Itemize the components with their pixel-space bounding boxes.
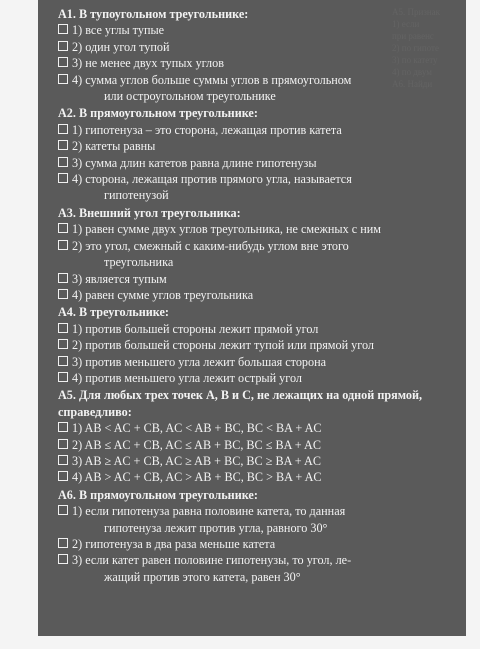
bleed-line: 2) по гипоте (392, 43, 439, 53)
answer-checkbox[interactable] (58, 422, 68, 432)
answer-text-continuation: гипотенузой (104, 188, 169, 203)
question-block (58, 105, 458, 203)
answer-option-wrapper (72, 122, 458, 138)
answer-text-continuation: жащий против этого катета, равен 30° (104, 569, 301, 584)
answer-option[interactable] (58, 354, 458, 370)
answer-text: 4) сторона, лежащая против прямого угла, называется (72, 172, 352, 187)
answer-text: 1) равен сумме двух углов треугольника, не смежных с ним (72, 222, 381, 237)
answer-text-continuation: гипотенуза лежит против угла, равного 30° (104, 520, 328, 535)
answer-option[interactable] (58, 420, 458, 436)
question-title (58, 387, 458, 420)
question-number: А2. (58, 106, 76, 121)
answer-option-wrapper (72, 138, 458, 154)
answer-option-wrapper (72, 55, 458, 71)
answer-checkbox[interactable] (58, 554, 68, 564)
question-text: В тупоугольном треугольнике: (79, 7, 249, 21)
answer-option-wrapper (72, 370, 458, 386)
answer-option-wrapper (72, 503, 458, 536)
answer-option-wrapper (72, 469, 458, 485)
answer-text: 3) сумма длин катетов равна длине гипотенузы (72, 155, 317, 170)
answer-checkbox[interactable] (58, 157, 68, 167)
answer-text: 1) все углы тупые (72, 23, 165, 38)
question-number: А1. (58, 7, 76, 21)
bleed-line: 1) если (392, 19, 420, 29)
answer-text: 3) против меньшего угла лежит большая сторона (72, 354, 327, 369)
answer-option-wrapper (72, 72, 458, 105)
answer-text: 4) AB > AC + CB, AC > AB + BC, BC > BA + AC (72, 470, 322, 485)
answer-option[interactable] (58, 287, 458, 303)
answer-option-wrapper (72, 238, 458, 271)
answer-text: 4) равен сумме углов треугольника (72, 287, 254, 302)
answer-text: 4) против меньшего угла лежит острый угол (72, 370, 302, 385)
answer-option[interactable] (58, 22, 458, 38)
answer-checkbox[interactable] (58, 57, 68, 67)
answer-checkbox[interactable] (58, 356, 68, 366)
answer-option-wrapper (72, 271, 458, 287)
question-title (58, 487, 458, 503)
answer-text: 3) является тупым (72, 271, 167, 286)
answer-option[interactable] (58, 238, 458, 271)
answer-option[interactable] (58, 321, 458, 337)
answer-text: 3) AB ≥ AC + CB, AC ≥ AB + BC, BC ≥ BA + AC (72, 453, 321, 468)
answer-text: 3) если катет равен половине гипотенузы, то угол, ле- (72, 553, 352, 568)
answer-option[interactable] (58, 271, 458, 287)
answer-text: 3) не менее двух тупых углов (72, 56, 224, 71)
answer-option-wrapper (72, 552, 458, 585)
answer-text: 1) гипотенуза – это сторона, лежащая против катета (72, 122, 342, 137)
answer-option[interactable] (58, 55, 458, 71)
answer-checkbox[interactable] (58, 455, 68, 465)
bleed-line: 4) по двум (392, 67, 432, 77)
answer-option-wrapper (72, 420, 458, 436)
question-title (58, 105, 458, 121)
answer-option-wrapper (72, 155, 458, 171)
answer-checkbox[interactable] (58, 140, 68, 150)
bleed-line: А5. Признак (392, 7, 441, 17)
answer-option[interactable] (58, 72, 458, 105)
question-block (58, 304, 458, 386)
bleed-line: А6. Найди (392, 79, 433, 89)
question-text: Для любых трех точек A, B и C, не лежащих на одной прямой, справедливо: (58, 388, 423, 419)
answer-checkbox[interactable] (58, 240, 68, 250)
answer-option-wrapper (72, 171, 458, 204)
answer-option[interactable] (58, 337, 458, 353)
textbook-page (38, 0, 466, 636)
answer-text: 2) против большей стороны лежит тупой или прямой угол (72, 338, 374, 353)
question-text: В треугольнике: (79, 305, 169, 320)
answer-option[interactable] (58, 122, 458, 138)
answer-option[interactable] (58, 437, 458, 453)
answer-option[interactable] (58, 469, 458, 485)
answer-text-continuation: треугольника (104, 255, 174, 270)
answer-checkbox[interactable] (58, 471, 68, 481)
question-block (58, 6, 458, 104)
answer-option-wrapper (72, 453, 458, 469)
answer-option[interactable] (58, 552, 458, 585)
answer-text: 2) гипотенуза в два раза меньше катета (72, 537, 276, 551)
answer-option[interactable] (58, 155, 458, 171)
question-title (58, 6, 458, 22)
answer-option-wrapper (72, 287, 458, 303)
answer-checkbox[interactable] (58, 173, 68, 183)
question-title (58, 205, 458, 221)
answer-text: 2) катеты равны (72, 139, 156, 154)
answer-checkbox[interactable] (58, 339, 68, 349)
bleed-line: при равенс (392, 31, 434, 41)
answer-checkbox[interactable] (58, 505, 68, 515)
answer-text: 2) это угол, смежный с каким-нибудь углом вне этого (72, 238, 349, 253)
questions-list (58, 6, 458, 585)
answer-option[interactable] (58, 221, 458, 237)
answer-checkbox[interactable] (58, 439, 68, 449)
answer-option-wrapper (72, 354, 458, 370)
question-block (58, 387, 458, 485)
answer-text: 1) если гипотенуза равна половине катета, то данная (72, 504, 346, 519)
answer-option[interactable] (58, 370, 458, 386)
answer-option-wrapper (72, 221, 458, 237)
answer-text-continuation: или остроугольном треугольнике (104, 89, 276, 104)
answer-option[interactable] (58, 39, 458, 55)
question-number: А6. (58, 487, 76, 502)
answer-option-wrapper (72, 39, 458, 55)
answer-text: 1) AB < AC + CB, AC < AB + BC, BC < BA + AC (72, 421, 322, 436)
question-text: Внешний угол треугольника: (79, 205, 241, 220)
question-number: А3. (58, 205, 76, 220)
answer-text: 2) AB ≤ AC + CB, AC ≤ AB + BC, BC ≤ BA + AC (72, 437, 321, 452)
question-number: А5. (58, 388, 76, 403)
question-text: В прямоугольном треугольнике: (79, 106, 258, 121)
answer-text: 4) сумма углов больше суммы углов в прямоугольном (72, 72, 352, 87)
answer-text: 1) против большей стороны лежит прямой угол (72, 321, 319, 336)
answer-checkbox[interactable] (58, 372, 68, 382)
answer-checkbox[interactable] (58, 124, 68, 134)
answer-option[interactable] (58, 453, 458, 469)
question-block (58, 205, 458, 303)
answer-option-wrapper (72, 321, 458, 337)
answer-checkbox[interactable] (58, 223, 68, 233)
answer-checkbox[interactable] (58, 323, 68, 333)
answer-option[interactable] (58, 138, 458, 154)
answer-checkbox[interactable] (58, 289, 68, 299)
answer-checkbox[interactable] (58, 538, 68, 548)
question-title (58, 304, 458, 320)
answer-checkbox[interactable] (58, 41, 68, 51)
question-block (58, 487, 458, 585)
answer-option-wrapper (72, 22, 458, 38)
answer-text: 2) один угол тупой (72, 39, 170, 54)
question-number: А4. (58, 305, 76, 320)
answer-checkbox[interactable] (58, 74, 68, 84)
answer-option[interactable] (58, 536, 458, 552)
answer-option-wrapper (72, 437, 458, 453)
question-text: В прямоугольном треугольнике: (79, 487, 258, 502)
answer-checkbox[interactable] (58, 273, 68, 283)
answer-option[interactable] (58, 171, 458, 204)
answer-option-wrapper (72, 536, 458, 552)
answer-checkbox[interactable] (58, 24, 68, 34)
answer-option[interactable] (58, 503, 458, 536)
bleed-line: 3) по катету (392, 55, 438, 65)
answer-option-wrapper (72, 337, 458, 353)
